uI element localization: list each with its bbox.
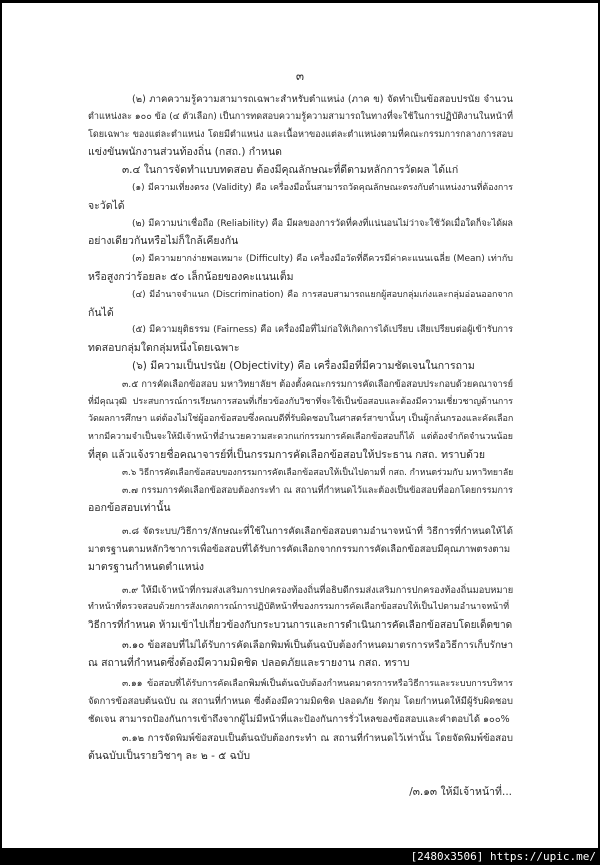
- paragraph: [88, 216, 513, 252]
- paragraph: [88, 730, 513, 766]
- text-line: วิธีการที่กำหนด ห้ามเข้าไปเกี่ยวข้องกับกระบวนการและการดำเนินการคัดเลือกข้อสอบโดยเด็ดขาด: [88, 620, 513, 632]
- paragraph: [88, 287, 513, 323]
- text-line: โดยเฉพาะ ของแต่ละตำแหน่ง โดยมีตำแหน่ง และเนื้อหาของแต่ละตำแหน่งตามที่คณะกรรมการกลางการสอบ: [88, 129, 513, 140]
- text-line: ๓.๗ กรรมการคัดเลือกข้อสอบต้องกระทำ ณ สถานที่กำหนดไว้และต้องเป็นข้อสอบที่ออกโดยกรรมการ: [122, 485, 513, 496]
- text-line: ต้นฉบับเป็นรายวิชาๆ ละ ๒ - ๕ ฉบับ: [88, 749, 251, 762]
- paragraph: [88, 162, 513, 180]
- text-line: หากมีความจำเป็นจะให้มีเจ้าหน้าที่อำนวยความสะดวกแก่กรรมการคัดเลือกข้อสอบก็ได้ แต่ต้องจำกัดจำนวนน้อย: [88, 432, 513, 443]
- paragraph: [88, 91, 513, 162]
- text-line: แข่งขันพนักงานส่วนท้องถิ่น (กสถ.) กำหนด: [88, 146, 282, 159]
- paragraph: [88, 465, 513, 483]
- text-line: วัดผลการศึกษา แต่ต้องไม่ใช่ผู้ออกข้อสอบซึ่งคณบดีที่รับผิดชอบในศาสตร์สาขานั้นๆ เป็นผู้กลั่นกรองและคัดเลือก: [88, 414, 514, 425]
- text-line: ๓.๘ จัดระบบ/วิธีการ/ลักษณะที่ใช้ในการคัดเลือกข้อสอบตามอำนาจหน้าที่ วิธีการที่กำหนดให้ได้: [122, 526, 513, 538]
- text-line: (๒) ภาคความรู้ความสามารถเฉพาะสำหรับตำแหน่ง (ภาค ข) จัดทำเป็นข้อสอบปรนัย จำนวน: [132, 94, 513, 105]
- text-line: ๓.๔ ในการจัดทำแบบทดสอบ ต้องมีคุณลักษณะที่ดีตามหลักการวัดผล ได้แก่: [122, 164, 459, 177]
- paragraph: [88, 483, 513, 519]
- text-line: (๕) มีความยุติธรรม (Fairness) คือ เครื่องมือที่ไม่ก่อให้เกิดการได้เปรียบ เสียเปรียบต่อผู้เข้ารับการ: [132, 325, 513, 336]
- paragraph: [88, 322, 513, 358]
- text-line: (๔) มีอำนาจจำแนก (Discrimination) คือ การสอบสามารถแยกผู้สอบกลุ่มเก่งและกลุ่มอ่อนออกจาก: [132, 289, 513, 300]
- text-line: (๖) มีความเป็นปรนัย (Objectivity) คือ เครื่องมือที่มีความชัดเจนในการถาม: [132, 359, 475, 372]
- paragraph: [88, 676, 513, 729]
- text-line: ชัดเจน สามารถป้องกันการเข้าถึงจากผู้ไม่มีหน้าที่และป้องกันการรั่วไหลของข้อสอบและคำตอบได้ ๑๐๐%: [88, 714, 510, 726]
- text-line: (๓) มีความยากง่ายพอเหมาะ (Difficulty) คือ เครื่องมือวัดที่ดีควรมีค่าคะแนนเฉลี่ย (Mean) เท่ากับ: [132, 254, 513, 265]
- paragraph: [88, 251, 513, 287]
- page-number: ๓: [295, 69, 305, 83]
- text-line: ทำหน้าที่ตรวจสอบด้วยการสังเกตการณ์การปฏิบัติหน้าที่ของกรรมการคัดเลือกข้อสอบให้เป็นไปตามอำนาจหน้าที่: [88, 602, 510, 613]
- text-line: ๓.๖ วิธีการคัดเลือกข้อสอบของกรรมการคัดเลือกข้อสอบให้เป็นไปตามที่ กสถ. กำหนดร่วมกับ มหาวิทยาลัย: [122, 467, 514, 478]
- continuation-text: /๓.๑๓ ให้มีเจ้าหน้าที่...: [409, 786, 512, 798]
- text-line: ๓.๑๐ ข้อสอบที่ไม่ได้รับการคัดเลือกพิมพ์เป็นต้นฉบับต้องกำหนดมาตรการหรือวิธีการเก็บรักษา: [122, 639, 513, 651]
- document-page: [2, 3, 598, 848]
- text-line: ๓.๙ ให้มีเจ้าหน้าที่กรมส่งเสริมการปกครองท้องถิ่นที่อธิบดีกรมส่งเสริมการปกครองท้องถิ่นมอบหมาย: [122, 584, 514, 596]
- text-line: ณ สถานที่กำหนดซึ่งต้องมีความมิดชิด ปลอดภัยและรายงาน กสถ. ทราบ: [88, 656, 410, 669]
- text-line: กันได้: [88, 306, 114, 319]
- text-line: (๑) มีความเที่ยงตรง (Validity) คือ เครื่องมือนั้นสามารถวัดคุณลักษณะตรงกับตำแหน่งงานที่ต้องการ: [132, 182, 513, 193]
- text-line: ทดสอบกลุ่มใดกลุ่มหนึ่งโดยเฉพาะ: [88, 342, 240, 355]
- text-line: ตำแหน่งละ ๑๐๐ ข้อ (๔ ตัวเลือก) เป็นการทดสอบความรู้ความสามารถในทางที่จะใช้ในการปฏิบัติงานในหน้าที่: [88, 111, 513, 122]
- text-line: ที่สุด แล้วแจ้งรายชื่อคณาจารย์ที่เป็นกรรมการคัดเลือกข้อสอบให้ประธาน กสถ. ทราบด้วย: [88, 448, 486, 461]
- text-line: จะวัดได้: [88, 199, 125, 212]
- paragraph: [88, 582, 513, 635]
- text-line: มาตรฐานกำหนดตำแหน่ง: [88, 560, 205, 573]
- paragraph: [88, 376, 513, 465]
- text-line: อย่างเดียวกันหรือไม่ก็ใกล้เคียงกัน: [88, 235, 239, 248]
- document-body: [88, 91, 513, 765]
- text-line: ที่มีคุณวุฒิ ประสบการณ์การเรียนการสอนที่เกี่ยวข้องกับวิชาที่จะใช้เป็นข้อสอบและต้องมีความเชี่ยวชาญด้านการ: [88, 396, 513, 407]
- text-line: (๒) มีความน่าเชื่อถือ (Reliability) คือ มีผลของการวัดที่คงที่แน่นอนไม่ว่าจะใช้วัดเมื่อใดก็จะได้ผล: [132, 218, 513, 229]
- paragraph: [88, 523, 513, 576]
- text-line: หรือสูงกว่าร้อยละ ๕๐ เล็กน้อยของคะแนนเต็ม: [88, 270, 294, 283]
- paragraph: [88, 180, 513, 216]
- text-line: ออกข้อสอบเท่านั้น: [88, 502, 171, 515]
- text-line: ๓.๕ การคัดเลือกข้อสอบ มหาวิทยาลัยฯ ต้องตั้งคณะกรรมการคัดเลือกข้อสอบประกอบด้วยคณาจารย์: [122, 378, 513, 390]
- paragraph: [88, 358, 513, 376]
- text-line: ๓.๑๑ ข้อสอบที่ได้รับการคัดเลือกพิมพ์เป็นต้นฉบับต้องกำหนดมาตรการหรือวิธีการและระบบการบริหาร: [122, 678, 513, 689]
- text-line: ๓.๑๒ การจัดพิมพ์ข้อสอบเป็นต้นฉบับต้องกระทำ ณ สถานที่กำหนดไว้เท่านั้น โดยจัดพิมพ์ข้อสอบ: [122, 732, 513, 744]
- paragraph: [88, 637, 513, 673]
- watermark-text: [2480x3506] https://upic.me/: [410, 850, 596, 863]
- text-line: มาตรฐานตามหลักวิชาการเพื่อข้อสอบที่ได้รับการคัดเลือกจากกรรมการคัดเลือกข้อสอบมีคุณภาพตรงตาม: [88, 543, 511, 555]
- text-line: จัดการข้อสอบต้นฉบับ ณ สถานที่กำหนด ซึ่งต้องมีความมิดชิด ปลอดภัย รัดกุม โดยกำหนดให้มีผู้รับผิดชอบ: [88, 696, 513, 708]
